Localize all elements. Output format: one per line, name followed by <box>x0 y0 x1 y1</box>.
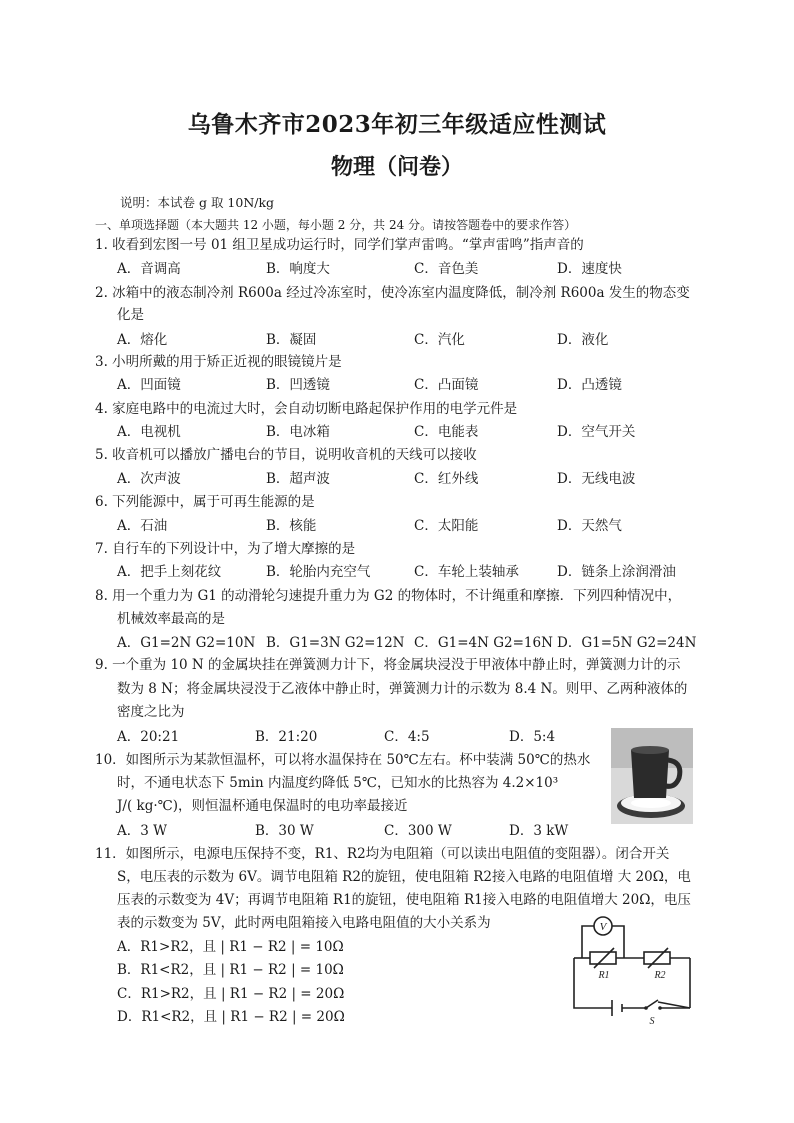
q10-option-d: D．3 kW <box>509 823 569 839</box>
question-9-stem: 9. 一个重为 10 N 的金属块挂在弹簧测力计下，将金属块浸没于甲液体中静止时，弹簧测力计的示 <box>95 657 681 673</box>
q1-option-b: B．响度大 <box>266 261 330 277</box>
q7-option-d: D．链条上涂润滑油 <box>557 564 676 580</box>
question-6-stem: 6. 下列能源中，属于可再生能源的是 <box>95 494 315 510</box>
q7-option-c: C．车轮上装轴承 <box>414 564 519 580</box>
question-9-stem-cont-1: 数为 8 N；将金属块浸没于乙液体中静止时，弹簧测力计的示数为 8.4 N。则甲、乙两种液体的 <box>117 681 688 697</box>
q7-option-a: A．把手上刻花纹 <box>117 564 222 580</box>
q2-option-d: D．液化 <box>557 332 609 348</box>
q5-option-a: A．次声波 <box>117 471 181 487</box>
question-3-stem: 3. 小明所戴的用于矫正近视的眼镜镜片是 <box>95 354 342 370</box>
q10-option-b: B．30 W <box>255 823 314 839</box>
question-2-stem: 2. 冰箱中的液态制冷剂 R600a 经过冷冻室时，使冷冻室内温度降低，制冷剂 R600a 发生的物态变 <box>95 285 690 301</box>
question-11-stem-cont-1: S，电压表的示数为 6V。调节电阻箱 R2的旋钮，使电阻箱 R2接入电路的电阻值增 大 20Ω，电 <box>117 869 691 885</box>
q4-option-b: B．电冰箱 <box>266 424 330 440</box>
thermostatic-cup-image <box>611 728 693 824</box>
q5-option-b: B．超声波 <box>266 471 330 487</box>
question-9-stem-cont-2: 密度之比为 <box>117 704 185 720</box>
exam-title: 乌鲁木齐市2023年初三年级适应性测试 <box>187 111 607 138</box>
q5-option-c: C．红外线 <box>414 471 479 487</box>
question-10-stem-cont-2: J/( kg·℃)，则恒温杯通电保温时的电功率最接近 <box>117 798 408 814</box>
r1-label: R1 <box>598 970 610 981</box>
question-1-stem: 1. 收看到宏图一号 01 组卫星成功运行时，同学们掌声雷鸣。“掌声雷鸣”指声音的 <box>95 237 584 253</box>
q6-option-d: D．天然气 <box>557 518 622 534</box>
question-7-stem: 7. 自行车的下列设计中，为了增大摩擦的是 <box>95 541 356 557</box>
q9-option-d: D．5:4 <box>509 729 556 745</box>
q8-option-b: B．G1=3N G2=12N <box>266 635 405 651</box>
q5-option-d: D．无线电波 <box>557 471 636 487</box>
switch-label: S <box>649 1016 655 1026</box>
question-8-stem-cont: 机械效率最高的是 <box>117 611 225 627</box>
question-11-stem: 11．如图所示，电源电压保持不变，R1、R2均为电阻箱（可以读出电阻值的变阻器）。闭合开关 <box>95 846 670 862</box>
exam-subtitle: 物理（问卷） <box>330 154 463 180</box>
q10-option-c: C．300 W <box>384 823 452 839</box>
q2-option-a: A．熔化 <box>117 332 168 348</box>
q9-option-c: C．4:5 <box>384 729 430 745</box>
q8-option-d: D．G1=5N G2=24N <box>557 635 697 651</box>
q11-option-b: B．R1<R2，且 | R1 − R2 | = 10Ω <box>117 962 344 978</box>
q11-option-c: C．R1>R2，且 | R1 − R2 | = 20Ω <box>117 986 345 1002</box>
q11-option-d: D．R1<R2，且 | R1 − R2 | = 20Ω <box>117 1009 345 1025</box>
question-5-stem: 5. 收音机可以播放广播电台的节目，说明收音机的天线可以接收 <box>95 447 477 463</box>
q6-option-c: C．太阳能 <box>414 518 479 534</box>
q1-option-c: C．音色美 <box>414 261 479 277</box>
exam-note: 说明：本试卷 g 取 10N/kg <box>120 195 275 210</box>
q4-option-a: A．电视机 <box>117 424 181 440</box>
r2-label: R2 <box>654 970 666 981</box>
q9-option-a: A．20:21 <box>117 729 180 745</box>
q11-option-a: A．R1>R2，且 | R1 − R2 | = 10Ω <box>117 939 344 955</box>
question-11-stem-cont-2: 压表的示数变为 4V；再调节电阻箱 R1的旋钮，使电阻箱 R1接入电路的电阻值增大 20Ω，电压 <box>117 892 691 908</box>
q4-option-c: C．电能表 <box>414 424 479 440</box>
question-10-stem-cont-1: 时，不通电状态下 5min 内温度约降低 5℃，已知水的比热容为 4.2×10³ <box>117 775 559 791</box>
q8-option-c: C．G1=4N G2=16N <box>414 635 553 651</box>
q8-option-a: A．G1=2N G2=10N <box>117 635 256 651</box>
q6-option-a: A．石油 <box>117 518 168 534</box>
circuit-diagram <box>568 914 696 1026</box>
q3-option-b: B．凹透镜 <box>266 377 330 393</box>
q3-option-c: C．凸面镜 <box>414 377 479 393</box>
section-heading: 一、单项选择题（本大题共 12 小题，每小题 2 分，共 24 分。请按答题卷中的要求作答） <box>95 218 577 232</box>
q3-option-d: D．凸透镜 <box>557 377 622 393</box>
q10-option-a: A．3 W <box>117 823 168 839</box>
question-11-stem-cont-3: 表的示数变为 5V，此时两电阻箱接入电路电阻值的大小关系为 <box>117 915 491 931</box>
q6-option-b: B．核能 <box>266 518 317 534</box>
question-10-stem: 10．如图所示为某款恒温杯，可以将水温保持在 50℃左右。杯中装满 50℃的热水 <box>95 752 591 768</box>
q7-option-b: B．轮胎内充空气 <box>266 564 371 580</box>
voltmeter-label: V <box>599 921 607 933</box>
q4-option-d: D．空气开关 <box>557 424 636 440</box>
q1-option-a: A．音调高 <box>117 261 181 277</box>
q2-option-b: B．凝固 <box>266 332 317 348</box>
question-8-stem: 8. 用一个重力为 G1 的动滑轮匀速提升重力为 G2 的物体时，不计绳重和摩擦．下列四种情况中， <box>95 588 682 604</box>
q2-option-c: C．汽化 <box>414 332 465 348</box>
q1-option-d: D．速度快 <box>557 261 622 277</box>
question-2-stem-cont: 化是 <box>117 307 144 323</box>
question-4-stem: 4. 家庭电路中的电流过大时，会自动切断电路起保护作用的电学元件是 <box>95 401 518 417</box>
q9-option-b: B．21:20 <box>255 729 318 745</box>
q3-option-a: A．凹面镜 <box>117 377 181 393</box>
